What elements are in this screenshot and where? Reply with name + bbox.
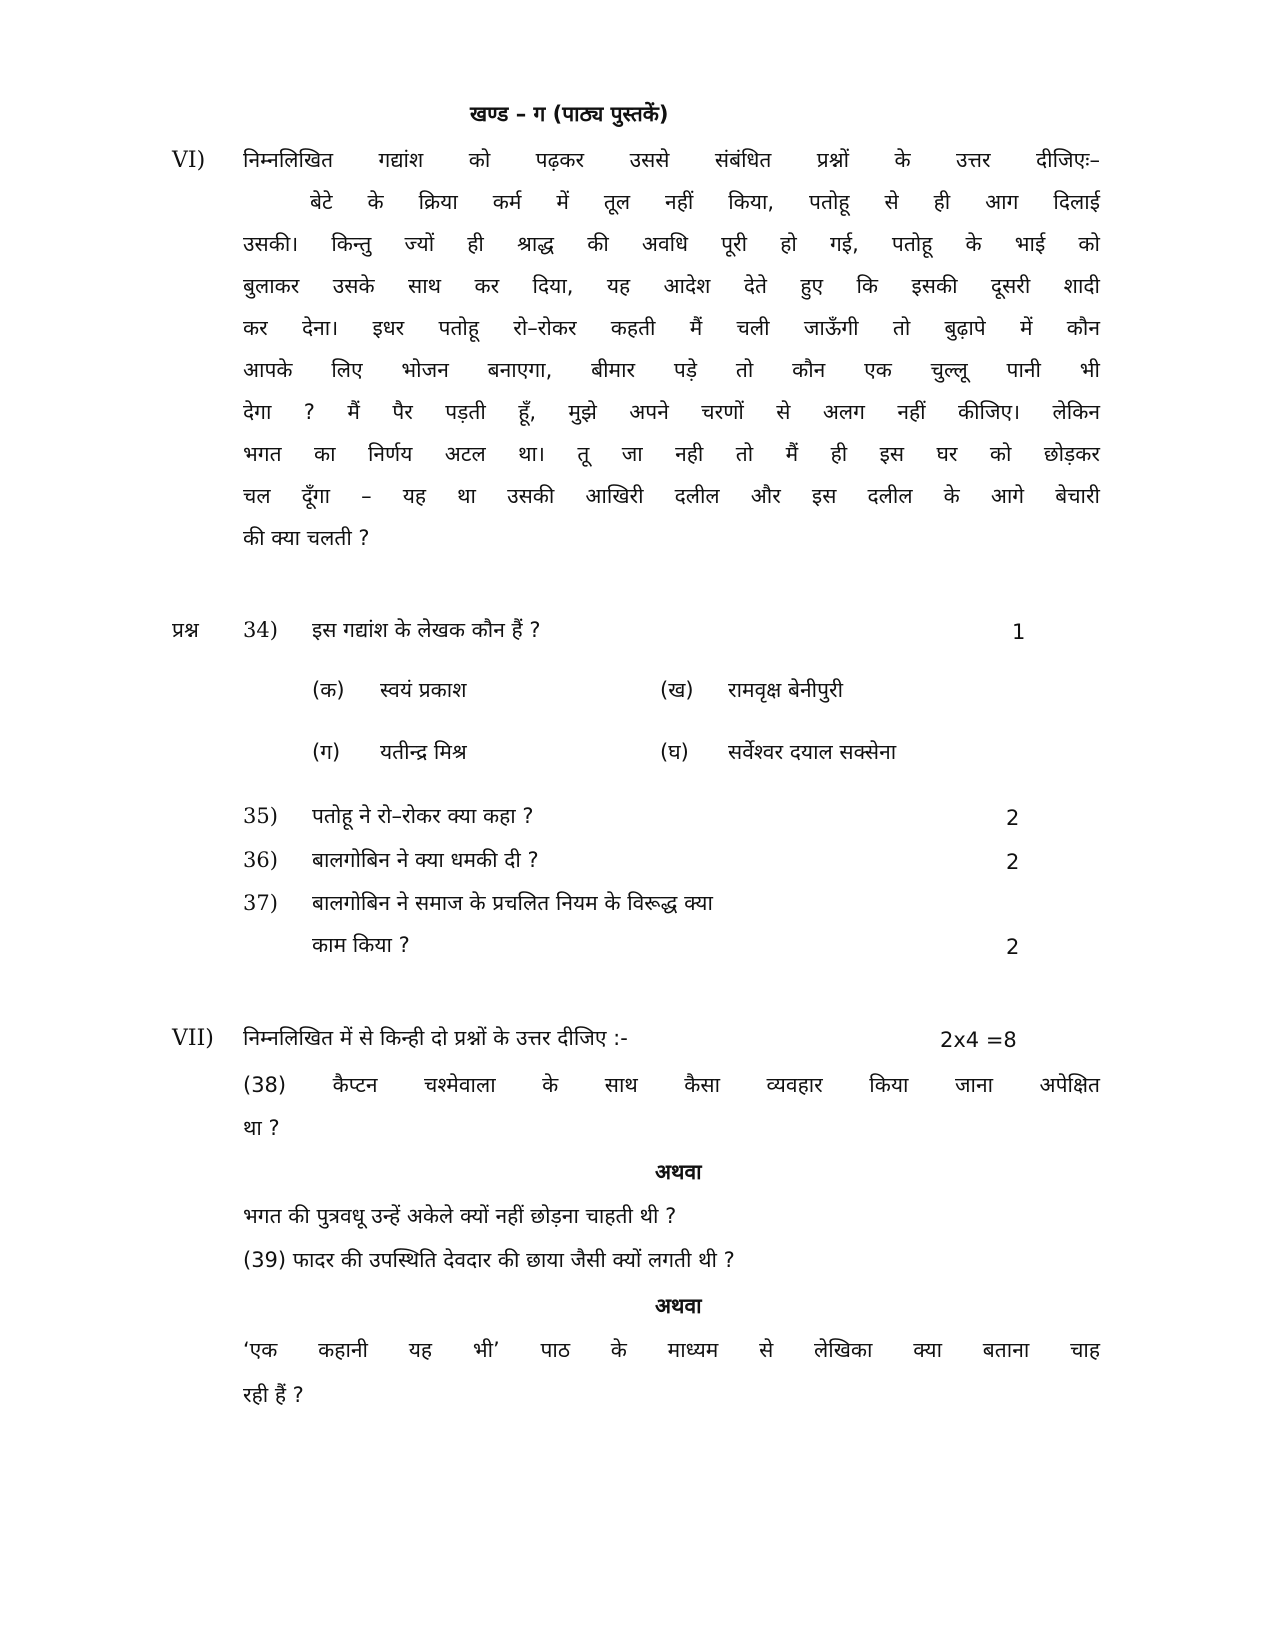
q36-text: बालगोबिन ने क्या धमकी दी ? xyxy=(312,848,539,872)
q38-text-line2: था ? xyxy=(243,1116,280,1140)
q35-text: पतोहू ने रो–रोकर क्या कहा ? xyxy=(312,804,534,828)
passage-line: चल दूँगा – यह था उसकी आखिरी दलील और इस दलील के आगे बेचारी xyxy=(243,484,1100,508)
q34-option-text: यतीन्द्र मिश्र xyxy=(380,740,467,764)
q34-marks: 1 xyxy=(1012,620,1026,644)
q34-option-label: (ग) xyxy=(312,740,341,764)
passage-line: बुलाकर उसके साथ कर दिया, यह आदेश देते हुए कि इसकी दूसरी शादी xyxy=(243,274,1100,298)
q39-alt-text-line1: ‘एक कहानी यह भी’ पाठ के माध्यम से लेखिका क्या बताना चाह xyxy=(243,1338,1100,1362)
question-prefix: प्रश्न xyxy=(172,618,199,642)
passage-line: भगत का निर्णय अटल था। तू जा नही तो मैं ही इस घर को छोड़कर xyxy=(243,442,1100,466)
or-label: अथवा xyxy=(655,1160,702,1184)
q38-alt-text: भगत की पुत्रवधू उन्हें अकेले क्यों नहीं छोड़ना चाहती थी ? xyxy=(243,1204,677,1228)
passage-line: देगा ? मैं पैर पड़ती हूँ, मुझे अपने चरणों से अलग नहीं कीजिए। लेकिन xyxy=(243,400,1100,424)
q36-marks: 2 xyxy=(1006,850,1020,874)
q34-number: 34) xyxy=(243,618,278,642)
section-vii-marks: 2x4 =8 xyxy=(940,1028,1017,1052)
passage-line: उसकी। किन्तु ज्यों ही श्राद्ध की अवधि पूरी हो गई, पतोहू के भाई को xyxy=(243,232,1100,256)
section-title: खण्ड – ग (पाठ्य पुस्तकें) xyxy=(470,102,669,126)
q37-text-line2: काम किया ? xyxy=(312,933,410,957)
passage-line: की क्या चलती ? xyxy=(243,526,370,550)
q34-option-text: रामवृक्ष बेनीपुरी xyxy=(728,678,844,702)
q34-option-label: (ख) xyxy=(660,678,694,702)
q34-option-label: (क) xyxy=(312,678,345,702)
passage-line: बेटे के क्रिया कर्म में तूल नहीं किया, पतोहू से ही आग दिलाई xyxy=(310,190,1100,214)
q39-alt-text-line2: रही हैं ? xyxy=(243,1383,304,1407)
q34-option-label: (घ) xyxy=(660,740,689,764)
q39-text: (39) फादर की उपस्थिति देवदार की छाया जैसी क्यों लगती थी ? xyxy=(243,1248,735,1272)
q34-text: इस गद्यांश के लेखक कौन हैं ? xyxy=(312,618,541,642)
q35-marks: 2 xyxy=(1006,806,1020,830)
q34-option-text: स्वयं प्रकाश xyxy=(380,678,467,702)
section-vii-label: VII) xyxy=(172,1026,214,1051)
section-vii-instruction: निम्नलिखित में से किन्ही दो प्रश्नों के उत्तर दीजिए :- xyxy=(243,1026,628,1050)
passage-line: कर देना। इधर पतोहू रो–रोकर कहती मैं चली जाऊँगी तो बुढ़ापे में कौन xyxy=(243,316,1100,340)
passage-line: आपके लिए भोजन बनाएगा, बीमार पड़े तो कौन एक चुल्लू पानी भी xyxy=(243,358,1100,382)
q38-text-line1: (38) कैप्टन चश्मेवाला के साथ कैसा व्यवहार किया जाना अपेक्षित xyxy=(243,1073,1100,1097)
q34-option-text: सर्वेश्वर दयाल सक्सेना xyxy=(728,740,897,764)
q35-number: 35) xyxy=(243,804,278,828)
q36-number: 36) xyxy=(243,848,278,872)
section-vi-instruction: निम्नलिखित गद्यांश को पढ़कर उससे संबंधित प्रश्नों के उत्तर दीजिएः– xyxy=(243,148,1100,172)
q37-number: 37) xyxy=(243,891,278,915)
section-vi-label: VI) xyxy=(172,148,206,173)
q37-text-line1: बालगोबिन ने समाज के प्रचलित नियम के विरूद्ध क्या xyxy=(312,891,713,915)
q37-marks: 2 xyxy=(1006,935,1020,959)
or-label: अथवा xyxy=(655,1294,702,1318)
